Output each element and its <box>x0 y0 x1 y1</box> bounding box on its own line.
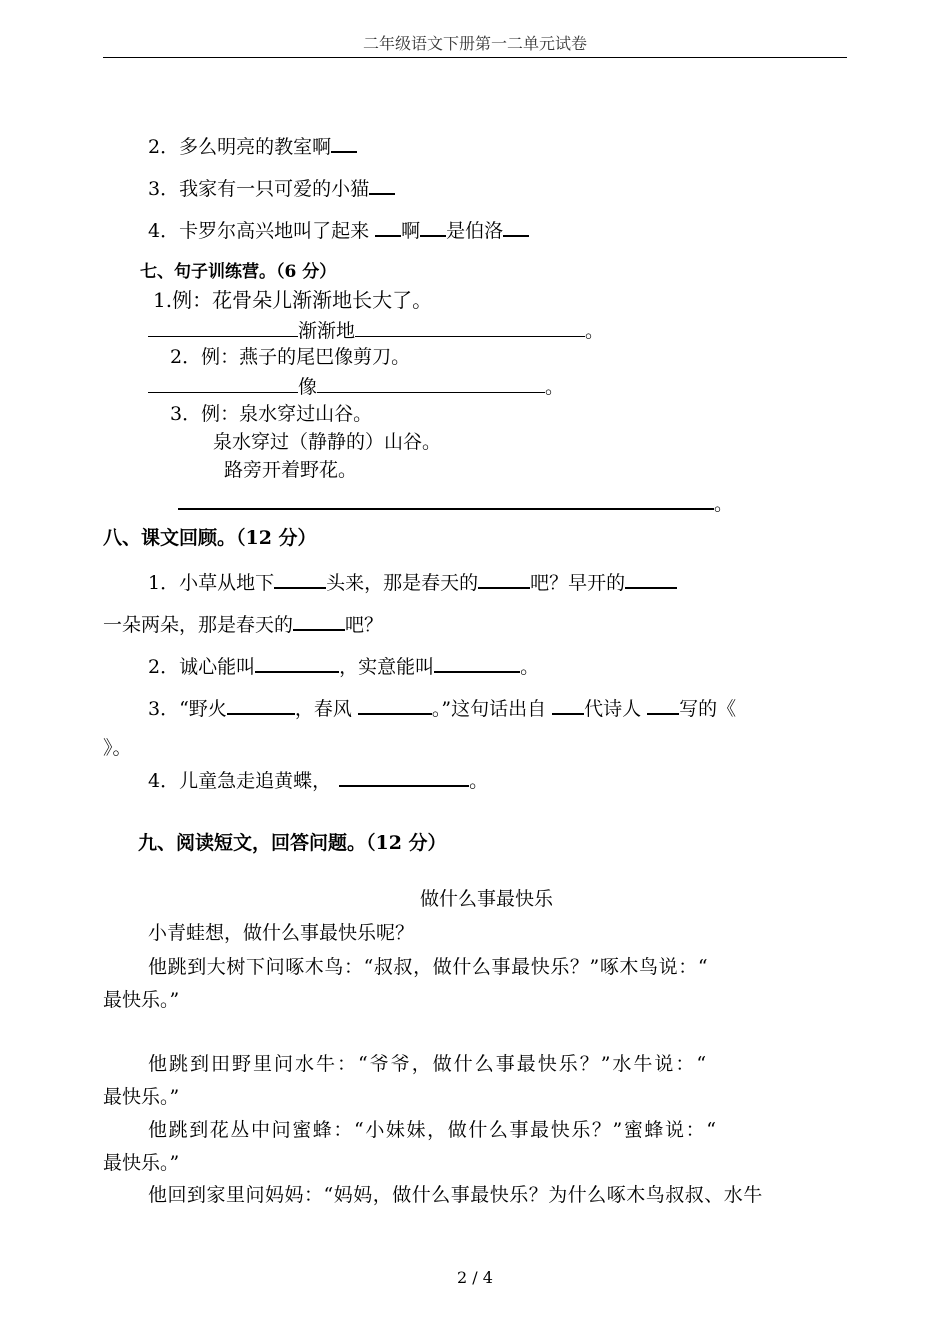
question-text: ，春风 <box>294 698 358 720</box>
question-text: 。 <box>469 770 489 792</box>
question-text: 。”这句话出自 <box>431 698 553 720</box>
question-text: 1．小草从地下 <box>148 572 275 594</box>
story-paragraph-4: 他跳到花丛中问蜜蜂：“小妹妹，做什么事最快乐？”蜜蜂说：“ <box>148 1119 718 1141</box>
review-question-3 <box>148 693 736 722</box>
story-paragraph-5: 他回到家里问妈妈：“妈妈，做什么事最快乐？为什么啄木鸟叔叔、水牛 <box>148 1184 763 1206</box>
review-question-1 <box>148 567 677 596</box>
answer-blank[interactable] <box>293 609 345 631</box>
sentence-exercise-2 <box>148 372 564 400</box>
sentence-exercise-3 <box>178 488 733 517</box>
period: 。 <box>545 376 565 398</box>
answer-blank[interactable] <box>227 693 295 715</box>
answer-blank[interactable] <box>369 173 395 195</box>
answer-blank[interactable] <box>625 567 677 589</box>
question-text: 写的《 <box>679 698 737 720</box>
period: 。 <box>585 320 605 342</box>
question-text: 3．“野火 <box>148 698 227 720</box>
answer-blank[interactable] <box>317 372 545 393</box>
question-text: 代诗人 <box>584 698 648 720</box>
story-paragraph-3: 他跳到田野里问水牛：“爷爷，做什么事最快乐？”水牛说：“ <box>148 1053 709 1075</box>
review-question-4 <box>148 765 488 794</box>
section-7-title: 七、句子训练营。（6 分） <box>140 262 337 282</box>
story-title: 做什么事最快乐 <box>420 888 554 910</box>
section-8-title: 八、课文回顾。（12 分） <box>103 527 317 549</box>
sentence-example-1: 1.例：花骨朵儿渐渐地长大了。 <box>153 288 433 312</box>
story-paragraph-2: 他跳到大树下问啄木鸟：“叔叔，做什么事最快乐？”啄木鸟说：“ <box>148 956 709 978</box>
page-header: 二年级语文下册第一二单元试卷 <box>103 34 847 58</box>
question-text: 2．诚心能叫 <box>148 656 256 678</box>
question-text: 吧？早开的 <box>530 572 626 594</box>
sentence-exercise-3-prompt: 路旁开着野花。 <box>224 459 358 481</box>
question-text: 4．儿童急走追黄蝶， <box>148 770 332 792</box>
prompt-word: 像 <box>298 376 318 398</box>
question-text: 一朵两朵，那是春天的 <box>103 614 294 636</box>
answer-blank[interactable] <box>339 765 469 787</box>
sentence-exercise-1 <box>148 316 604 344</box>
question-text: 。 <box>520 656 540 678</box>
answer-blank[interactable] <box>503 215 529 237</box>
question-text: 吧？ <box>345 614 384 636</box>
sentence-example-2: 2．例：燕子的尾巴像剪刀。 <box>170 346 411 368</box>
answer-blank[interactable] <box>274 567 326 589</box>
answer-blank[interactable] <box>148 372 298 393</box>
answer-blank[interactable] <box>375 215 401 237</box>
punct-question-2 <box>148 131 357 160</box>
story-paragraph-4-cont: 最快乐。” <box>103 1152 180 1174</box>
page-number: 2 / 4 <box>457 1268 493 1287</box>
period: 。 <box>714 493 734 515</box>
review-question-2 <box>148 651 539 680</box>
answer-blank[interactable] <box>331 131 357 153</box>
answer-blank[interactable] <box>358 693 432 715</box>
punct-question-3 <box>148 173 395 202</box>
answer-blank[interactable] <box>552 693 584 715</box>
question-text: 是伯洛 <box>446 220 504 242</box>
story-paragraph-3-cont: 最快乐。” <box>103 1086 180 1108</box>
question-text: 啊 <box>401 220 421 242</box>
answer-blank[interactable] <box>647 693 679 715</box>
sentence-example-3: 3．例：泉水穿过山谷。 <box>170 403 373 425</box>
answer-blank[interactable] <box>255 651 339 673</box>
answer-blank[interactable] <box>420 215 446 237</box>
review-question-1-cont <box>103 609 383 638</box>
review-question-3-cont: 》。 <box>103 737 132 759</box>
story-paragraph-2-cont: 最快乐。” <box>103 989 180 1011</box>
question-text: 头来，那是春天的 <box>326 572 479 594</box>
story-paragraph-1: 小青蛙想，做什么事最快乐呢？ <box>148 922 415 944</box>
section-9-title: 九、阅读短文，回答问题。（12 分） <box>138 832 447 854</box>
question-text: 4．卡罗尔高兴地叫了起来 <box>148 220 376 242</box>
answer-blank[interactable] <box>355 316 585 337</box>
answer-blank[interactable] <box>148 316 298 337</box>
question-text: 3．我家有一只可爱的小猫 <box>148 178 370 200</box>
sentence-example-3-expanded: 泉水穿过（静静的）山谷。 <box>213 431 442 453</box>
answer-blank[interactable] <box>178 488 714 510</box>
question-text: ，实意能叫 <box>339 656 435 678</box>
question-text: 2．多么明亮的教室啊 <box>148 136 332 158</box>
answer-blank[interactable] <box>434 651 520 673</box>
prompt-word: 渐渐地 <box>298 320 356 342</box>
answer-blank[interactable] <box>478 567 530 589</box>
punct-question-4 <box>148 215 529 244</box>
